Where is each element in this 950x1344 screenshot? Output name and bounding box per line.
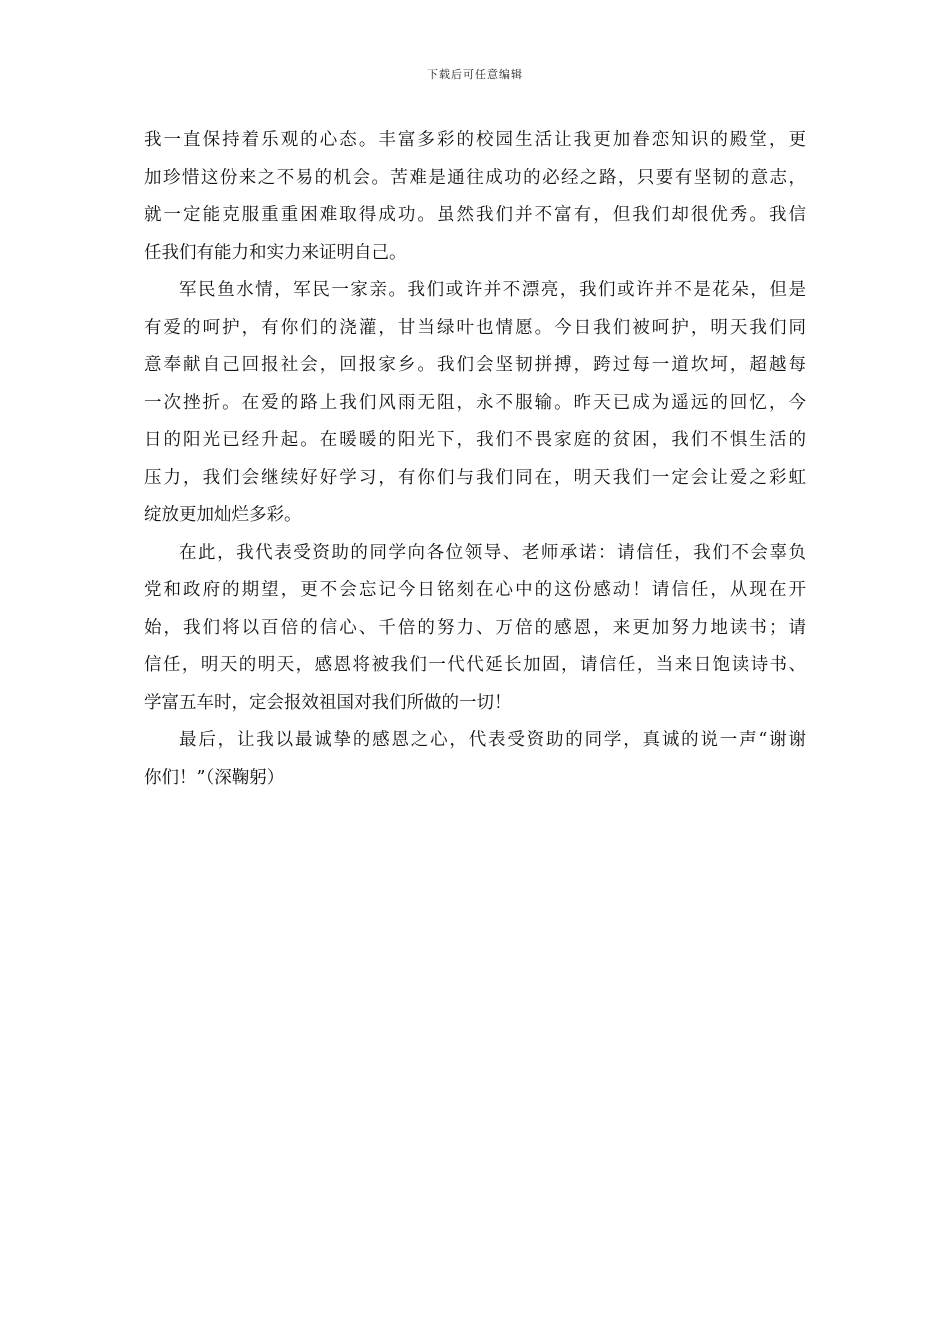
text-line: 有爱的呵护，有你们的浇灌，甘当绿叶也情愿。今日我们被呵护，明天我们同 [144, 317, 806, 338]
text-line: 绽放更加灿烂多彩。 [144, 505, 302, 525]
text-line: 就一定能克服重重困难取得成功。虽然我们并不富有，但我们却很优秀。我信 [144, 205, 806, 225]
text-line: 压力，我们会继续好好学习，有你们与我们同在，明天我们一定会让爱之彩虹 [144, 467, 806, 488]
text-line: 加珍惜这份来之不易的机会。苦难是通往成功的必经之路，只要有坚韧的意志， [144, 167, 806, 188]
text-line: 最后，让我以最诚挚的感恩之心，代表受资助的同学，真诚的说一声“谢谢 [179, 730, 806, 750]
text-line: 学富五车时，定会报效祖国对我们所做的一切！ [144, 692, 512, 713]
text-line: 在此，我代表受资助的同学向各位领导、老师承诺：请信任，我们不会辜负 [179, 542, 806, 563]
text-line: 你们！”（深鞠躬） [144, 767, 285, 788]
document-body [144, 122, 806, 797]
text-line: 任我们有能力和实力来证明自己。 [144, 242, 407, 263]
text-line: 意奉献自己回报社会，回报家乡。我们会坚韧拼搏，跨过每一道坎坷，超越每 [144, 355, 806, 375]
text-line: 日的阳光已经升起。在暖暖的阳光下，我们不畏家庭的贫困，我们不惧生活的 [144, 430, 806, 450]
text-line: 党和政府的期望，更不会忘记今日铭刻在心中的这份感动！请信任，从现在开 [144, 580, 806, 600]
paragraph-3 [144, 535, 806, 723]
paragraph-1 [144, 122, 806, 272]
paragraph-2 [144, 272, 806, 535]
text-line: 信任，明天的明天，感恩将被我们一代代延长加固，请信任，当来日饱读诗书、 [144, 655, 806, 675]
text-line: 始，我们将以百倍的信心、千倍的努力、万倍的感恩，来更加努力地读书；请 [144, 617, 806, 638]
page-header-note: 下载后可任意编辑 [427, 68, 523, 81]
paragraph-4 [144, 722, 806, 797]
text-line: 一次挫折。在爱的路上我们风雨无阻，永不服输。昨天已成为遥远的回忆，今 [144, 392, 806, 413]
text-line: 我一直保持着乐观的心态。丰富多彩的校园生活让我更加眷恋知识的殿堂，更 [144, 130, 806, 150]
text-line: 军民鱼水情，军民一家亲。我们或许并不漂亮，我们或许并不是花朵，但是 [179, 280, 806, 300]
